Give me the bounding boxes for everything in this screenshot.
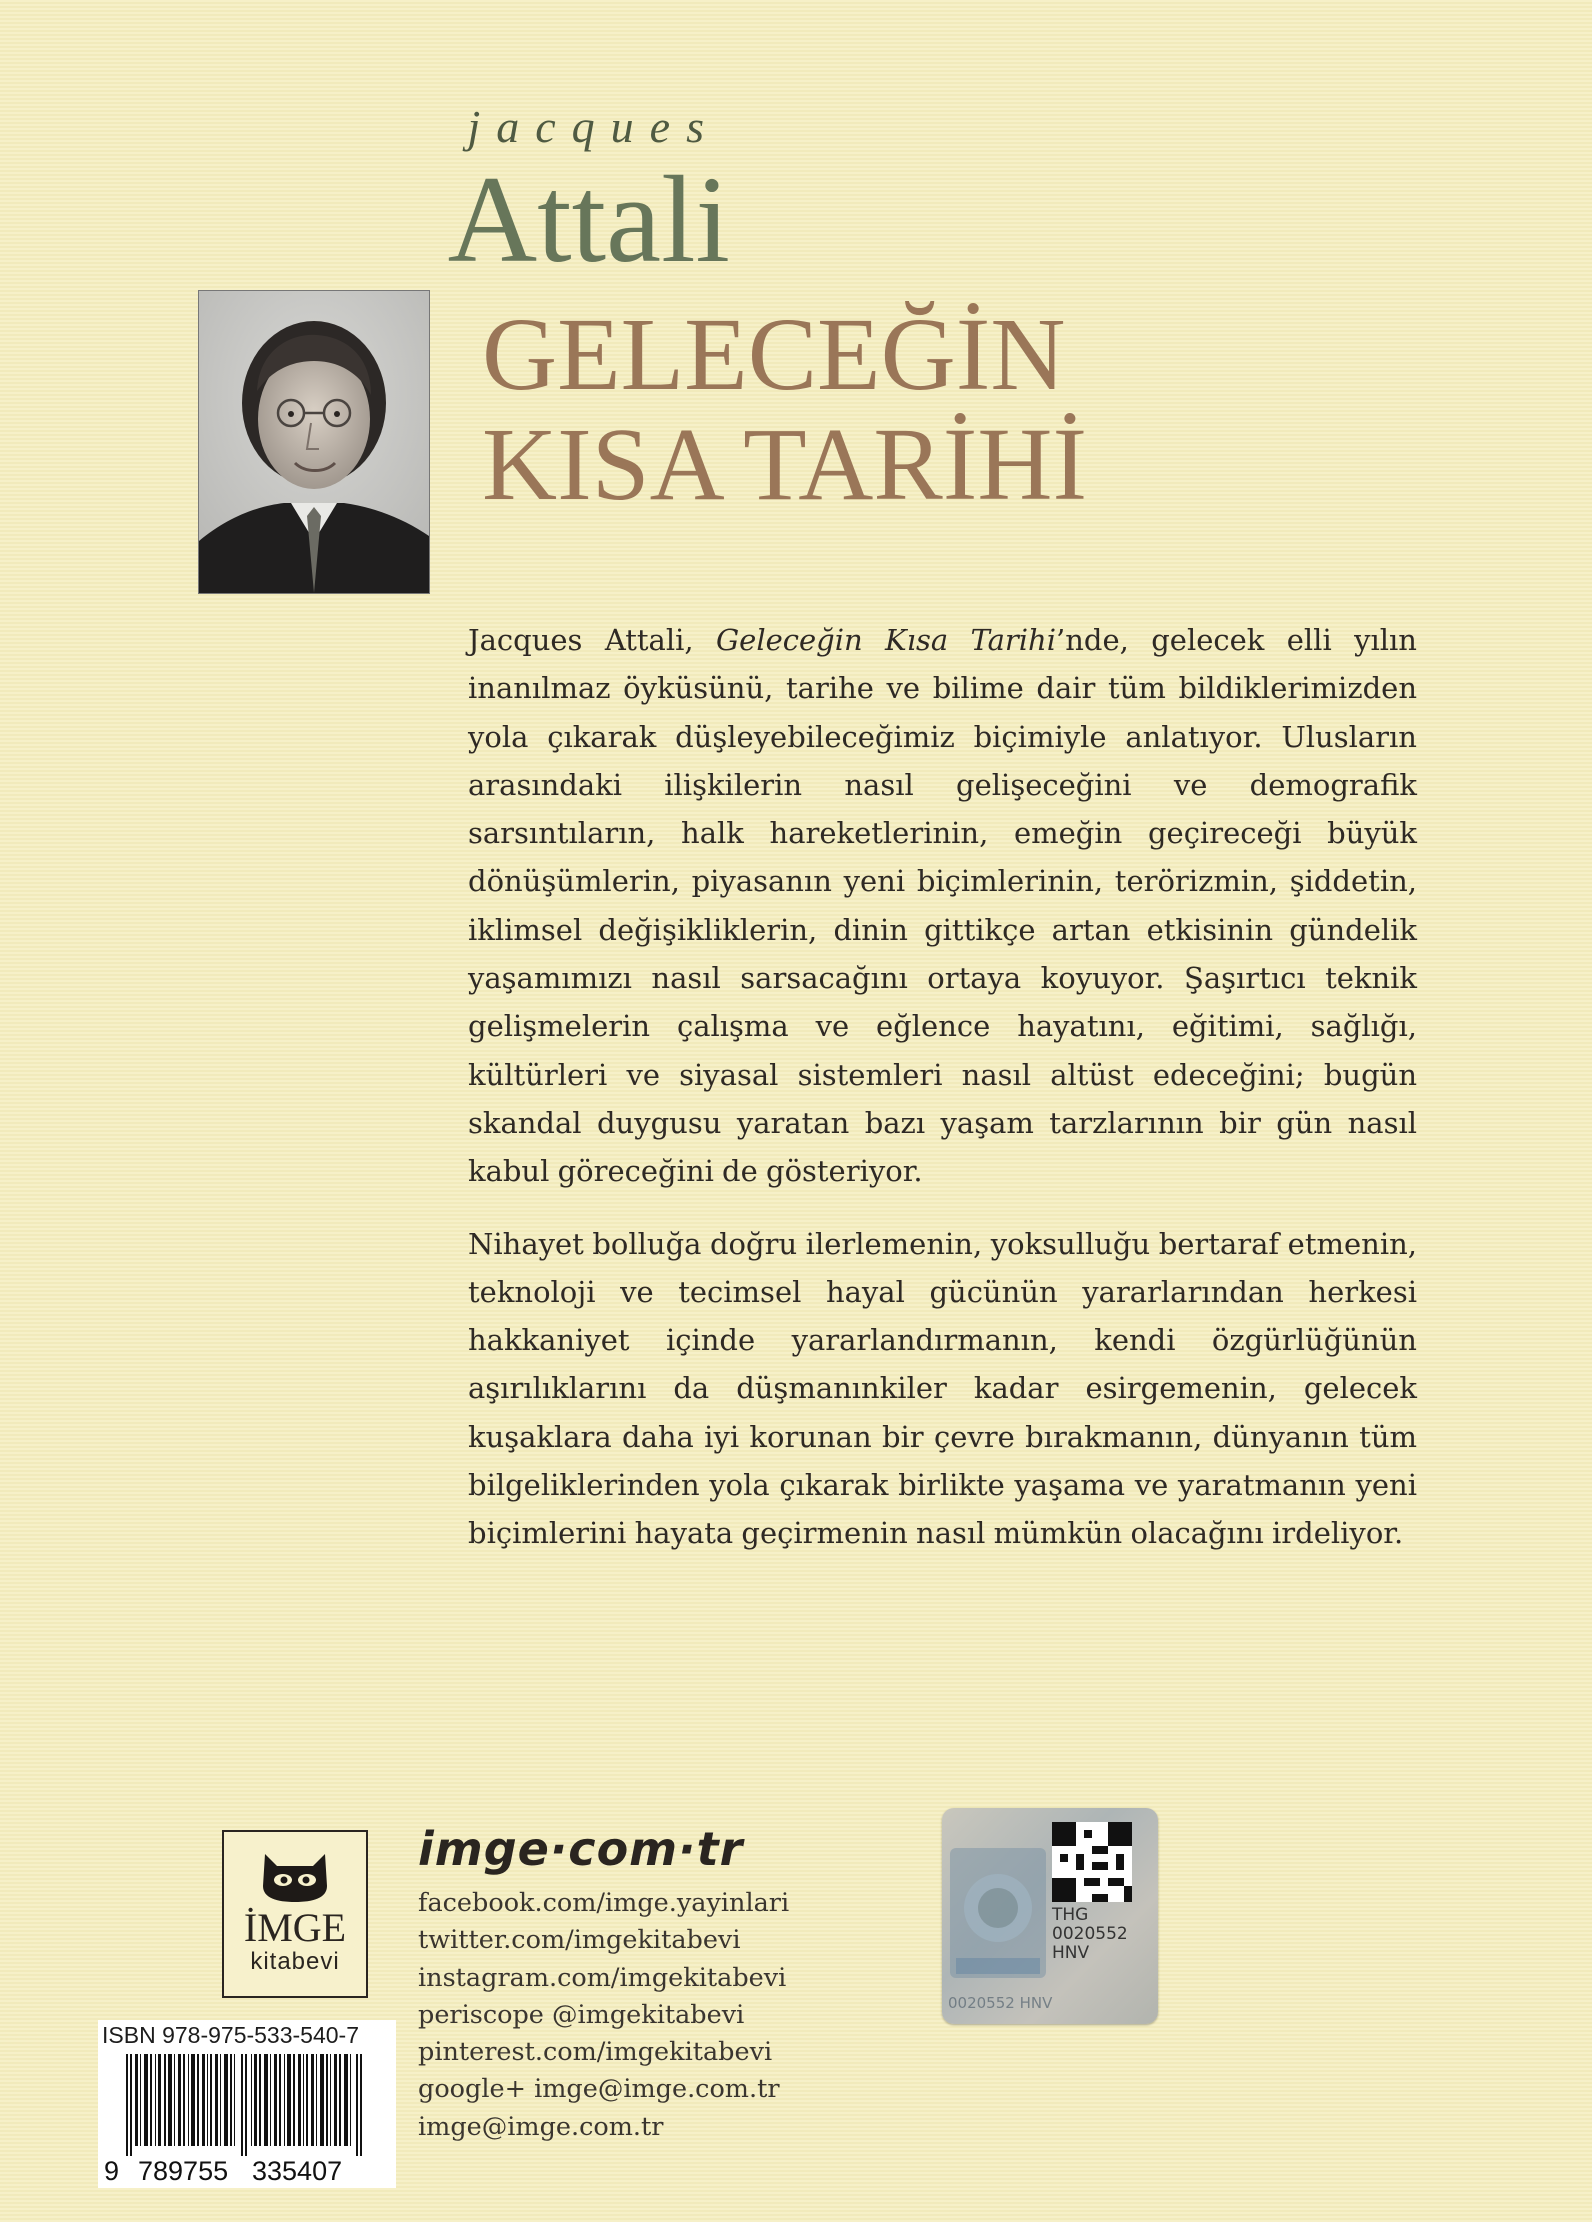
- security-hologram-sticker: [942, 1808, 1158, 2024]
- blurb-p1-rest: ’nde, gelecek elli yılın inanılmaz öyküsünü, tarihe ve bilime dair tüm bildiklerimizden yola çıkarak düşleyebileceğimiz biçimiyle anlatıyor. Ulusların arasındaki ilişkilerin nasıl gelişeceğini ve demografik sarsıntıların, halk hareketlerinin, emeğin geçireceği büyük dönüşümlerin, piyasanın yeni biçimlerinin, terörizmin, şiddetin, iklimsel değişikliklerin, dinin gittikçe artan etkisinin gündelik yaşamımızı nasıl sarsacağını ortaya koyuyor. Şaşırtıcı teknik gelişmelerin çalışma ve eğlence hayatını, eğitimi, sağlığı, kültürleri ve siyasal sistemleri nasıl altüst edeceğini; bugün skandal duygusu yaratan bazı yaşam tarzlarının bir gün nasıl kabul göreceğini de gösteriyor.: [468, 623, 1417, 1189]
- publisher-contacts: [418, 1885, 878, 2146]
- contact-email: imge@imge.com.tr: [418, 2111, 664, 2142]
- qr-code-icon: [1052, 1822, 1132, 1902]
- isbn-barcode-block: [98, 2020, 396, 2188]
- title-line-2: KISA TARİHİ: [482, 407, 1088, 522]
- hologram-code: [1052, 1906, 1148, 1963]
- isbn-digit-group-1: 789755: [138, 2156, 229, 2186]
- author-portrait-image: [199, 291, 429, 593]
- isbn-digit-group-2: 335407: [252, 2156, 343, 2186]
- contact-periscope: periscope @imgekitabevi: [418, 1999, 745, 2030]
- contact-facebook: facebook.com/imge.yayinlari: [418, 1888, 790, 1918]
- isbn-label: ISBN 978-975-533-540-7: [102, 2022, 359, 2048]
- hologram-code-line-3: HNV: [1052, 1943, 1090, 1963]
- blurb-p1-start: Jacques Attali,: [468, 623, 716, 657]
- blurb: [468, 616, 1417, 1558]
- cat-icon: [224, 1846, 366, 1908]
- author-first-name: jacques: [467, 101, 720, 152]
- book-title: [482, 297, 1242, 522]
- author-photo: [198, 290, 430, 594]
- barcode-icon: [106, 2054, 390, 2156]
- blurb-paragraph-2: Nihayet bolluğa doğru ilerlemenin, yoksulluğu bertaraf etmenin, teknoloji ve tecimsel hayal gücünün yararlarından herkesi hakkaniyet içinde yararlandırmanın, kendi özgürlüğünün aşırılıklarını da düşmanınkiler kadar esirgemenin, gelecek kuşaklara daha iyi korunan bir çevre bırakmanın, dünyanın tüm bilgeliklerinden yola çıkarak birlikte yaşama ve yaratmanın yeni biçimlerini hayata geçirmenin nasıl mümkün olacağını irdeliyor.: [468, 1226, 1417, 1551]
- hologram-code-line-1: THG: [1052, 1905, 1089, 1925]
- logo-name: İMGE: [243, 1905, 347, 1950]
- contact-google: google+ imge@imge.com.tr: [418, 2074, 780, 2105]
- author-last-name: Attali: [447, 151, 730, 288]
- blurb-book-title-italic: Geleceğin Kısa Tarihi: [716, 623, 1057, 657]
- blurb-paragraph-1: [468, 616, 1417, 1196]
- hologram-code-line-2: 0020552: [1052, 1924, 1128, 1944]
- contact-pinterest: pinterest.com/imgekitabevi: [418, 2037, 773, 2068]
- publisher-logo: [222, 1830, 368, 1998]
- hologram-strip-text: 0020552 HNV: [948, 1994, 1053, 2012]
- title-line-1: GELECEĞİN: [482, 297, 1066, 412]
- contact-twitter: twitter.com/imgekitabevi: [418, 1925, 741, 1956]
- isbn-digit-first: 9: [104, 2156, 120, 2186]
- logo-subtitle: kitabevi: [250, 1948, 340, 1975]
- contact-instagram: instagram.com/imgekitabevi: [418, 1962, 787, 1993]
- publisher-website: imge·com·tr: [418, 1822, 744, 1876]
